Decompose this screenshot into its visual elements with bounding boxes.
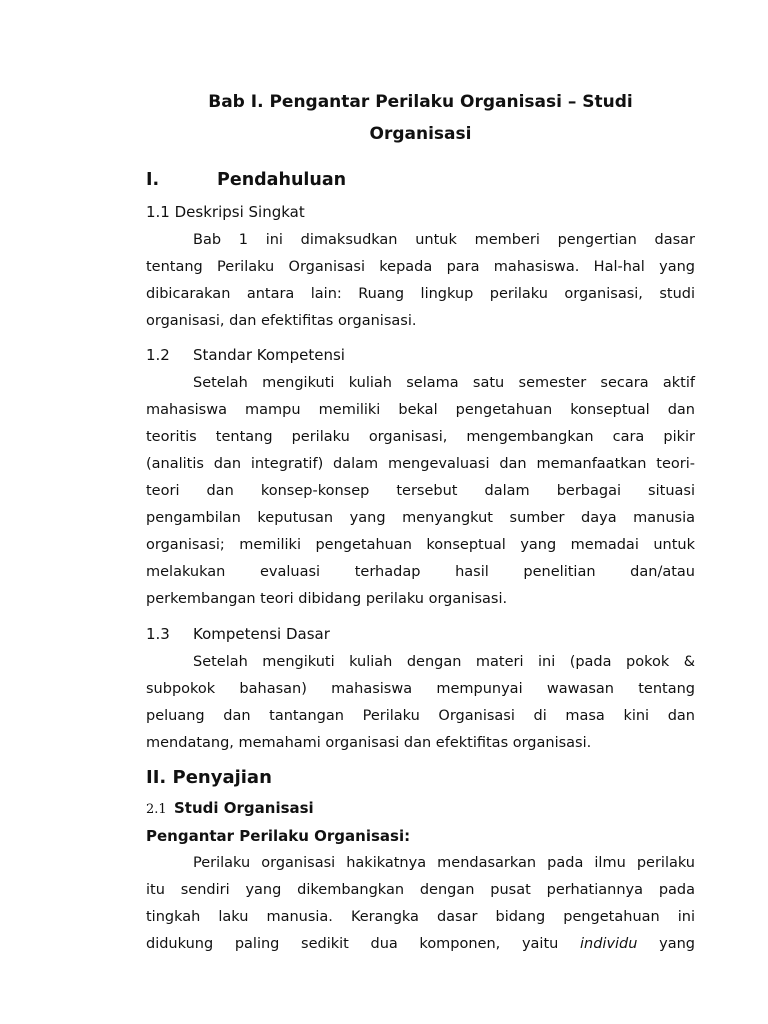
text-line: dibicarakan antara lain: Ruang lingkup perilaku organisasi, studi (146, 286, 695, 302)
subheading-number: 2.1 (146, 802, 167, 817)
text-line: Bab 1 ini dimaksudkan untuk memberi pengertian dasar (193, 232, 695, 248)
text-line: perkembangan teori dibidang perilaku organisasi. (146, 591, 508, 607)
text-line (146, 931, 695, 958)
title-line-1: Bab I. Pengantar Perilaku Organisasi – Studi (208, 92, 633, 112)
text-line: tentang Perilaku Organisasi kepada para mahasiswa. Hal-hal yang (146, 259, 695, 275)
paragraph-kompetensi-dasar (146, 649, 695, 757)
text-line: mendatang, memahami organisasi dan efektifitas organisasi. (146, 735, 592, 751)
section-label: Pendahuluan (217, 170, 347, 190)
text-line: subpokok bahasan) mahasiswa mempunyai wawasan tentang (146, 681, 695, 697)
text-line: pengambilan keputusan yang menyangkut sumber daya manusia (146, 510, 695, 526)
subheading-label: Studi Organisasi (174, 799, 314, 817)
text-line: teori dan konsep-konsep tersebut dalam berbagai situasi (146, 483, 695, 499)
subheading-number: 1.3 (146, 625, 170, 643)
section-heading-penyajian: II. Penyajian (146, 767, 272, 788)
subheading-deskripsi-singkat: 1.1 Deskripsi Singkat (146, 203, 305, 221)
paragraph-studi-organisasi (146, 850, 695, 958)
subheading-studi-organisasi (146, 799, 314, 817)
text-line: melakukan evaluasi terhadap hasil penelitian dan/atau (146, 564, 695, 580)
subheading-label: Kompetensi Dasar (193, 625, 330, 643)
page-title (146, 86, 695, 150)
paragraph-deskripsi (146, 227, 695, 335)
text-line: organisasi; memiliki pengetahuan konseptual yang memadai untuk (146, 537, 695, 553)
text-run: didukung paling sedikit dua komponen, yaitu (146, 936, 559, 952)
subheading-standar-kompetensi (146, 346, 345, 364)
text-line: peluang dan tantangan Perilaku Organisasi di masa kini dan (146, 708, 695, 724)
subheading-kompetensi-dasar (146, 625, 330, 643)
title-line-2: Organisasi (369, 124, 472, 144)
subheading-pengantar: Pengantar Perilaku Organisasi: (146, 827, 411, 845)
subheading-number: 1.2 (146, 346, 170, 364)
text-line: Perilaku organisasi hakikatnya mendasarkan pada ilmu perilaku (193, 855, 695, 871)
section-heading-pendahuluan (146, 170, 346, 190)
paragraph-standar-kompetensi (146, 370, 695, 613)
text-line: mahasiswa mampu memiliki bekal pengetahuan konseptual dan (146, 402, 695, 418)
text-line: organisasi, dan efektifitas organisasi. (146, 313, 417, 329)
subheading-label: Standar Kompetensi (193, 346, 345, 364)
italic-term: individu (580, 936, 638, 952)
section-number: I. (146, 170, 160, 190)
text-run: yang (659, 936, 696, 952)
text-line: itu sendiri yang dikembangkan dengan pusat perhatiannya pada (146, 882, 695, 898)
text-line: (analitis dan integratif) dalam mengevaluasi dan memanfaatkan teori- (146, 456, 695, 472)
text-line: tingkah laku manusia. Kerangka dasar bidang pengetahuan ini (146, 909, 695, 925)
text-line: Setelah mengikuti kuliah dengan materi ini (pada pokok & (193, 654, 695, 670)
text-line: teoritis tentang perilaku organisasi, mengembangkan cara pikir (146, 429, 695, 445)
text-line: Setelah mengikuti kuliah selama satu semester secara aktif (193, 375, 695, 391)
